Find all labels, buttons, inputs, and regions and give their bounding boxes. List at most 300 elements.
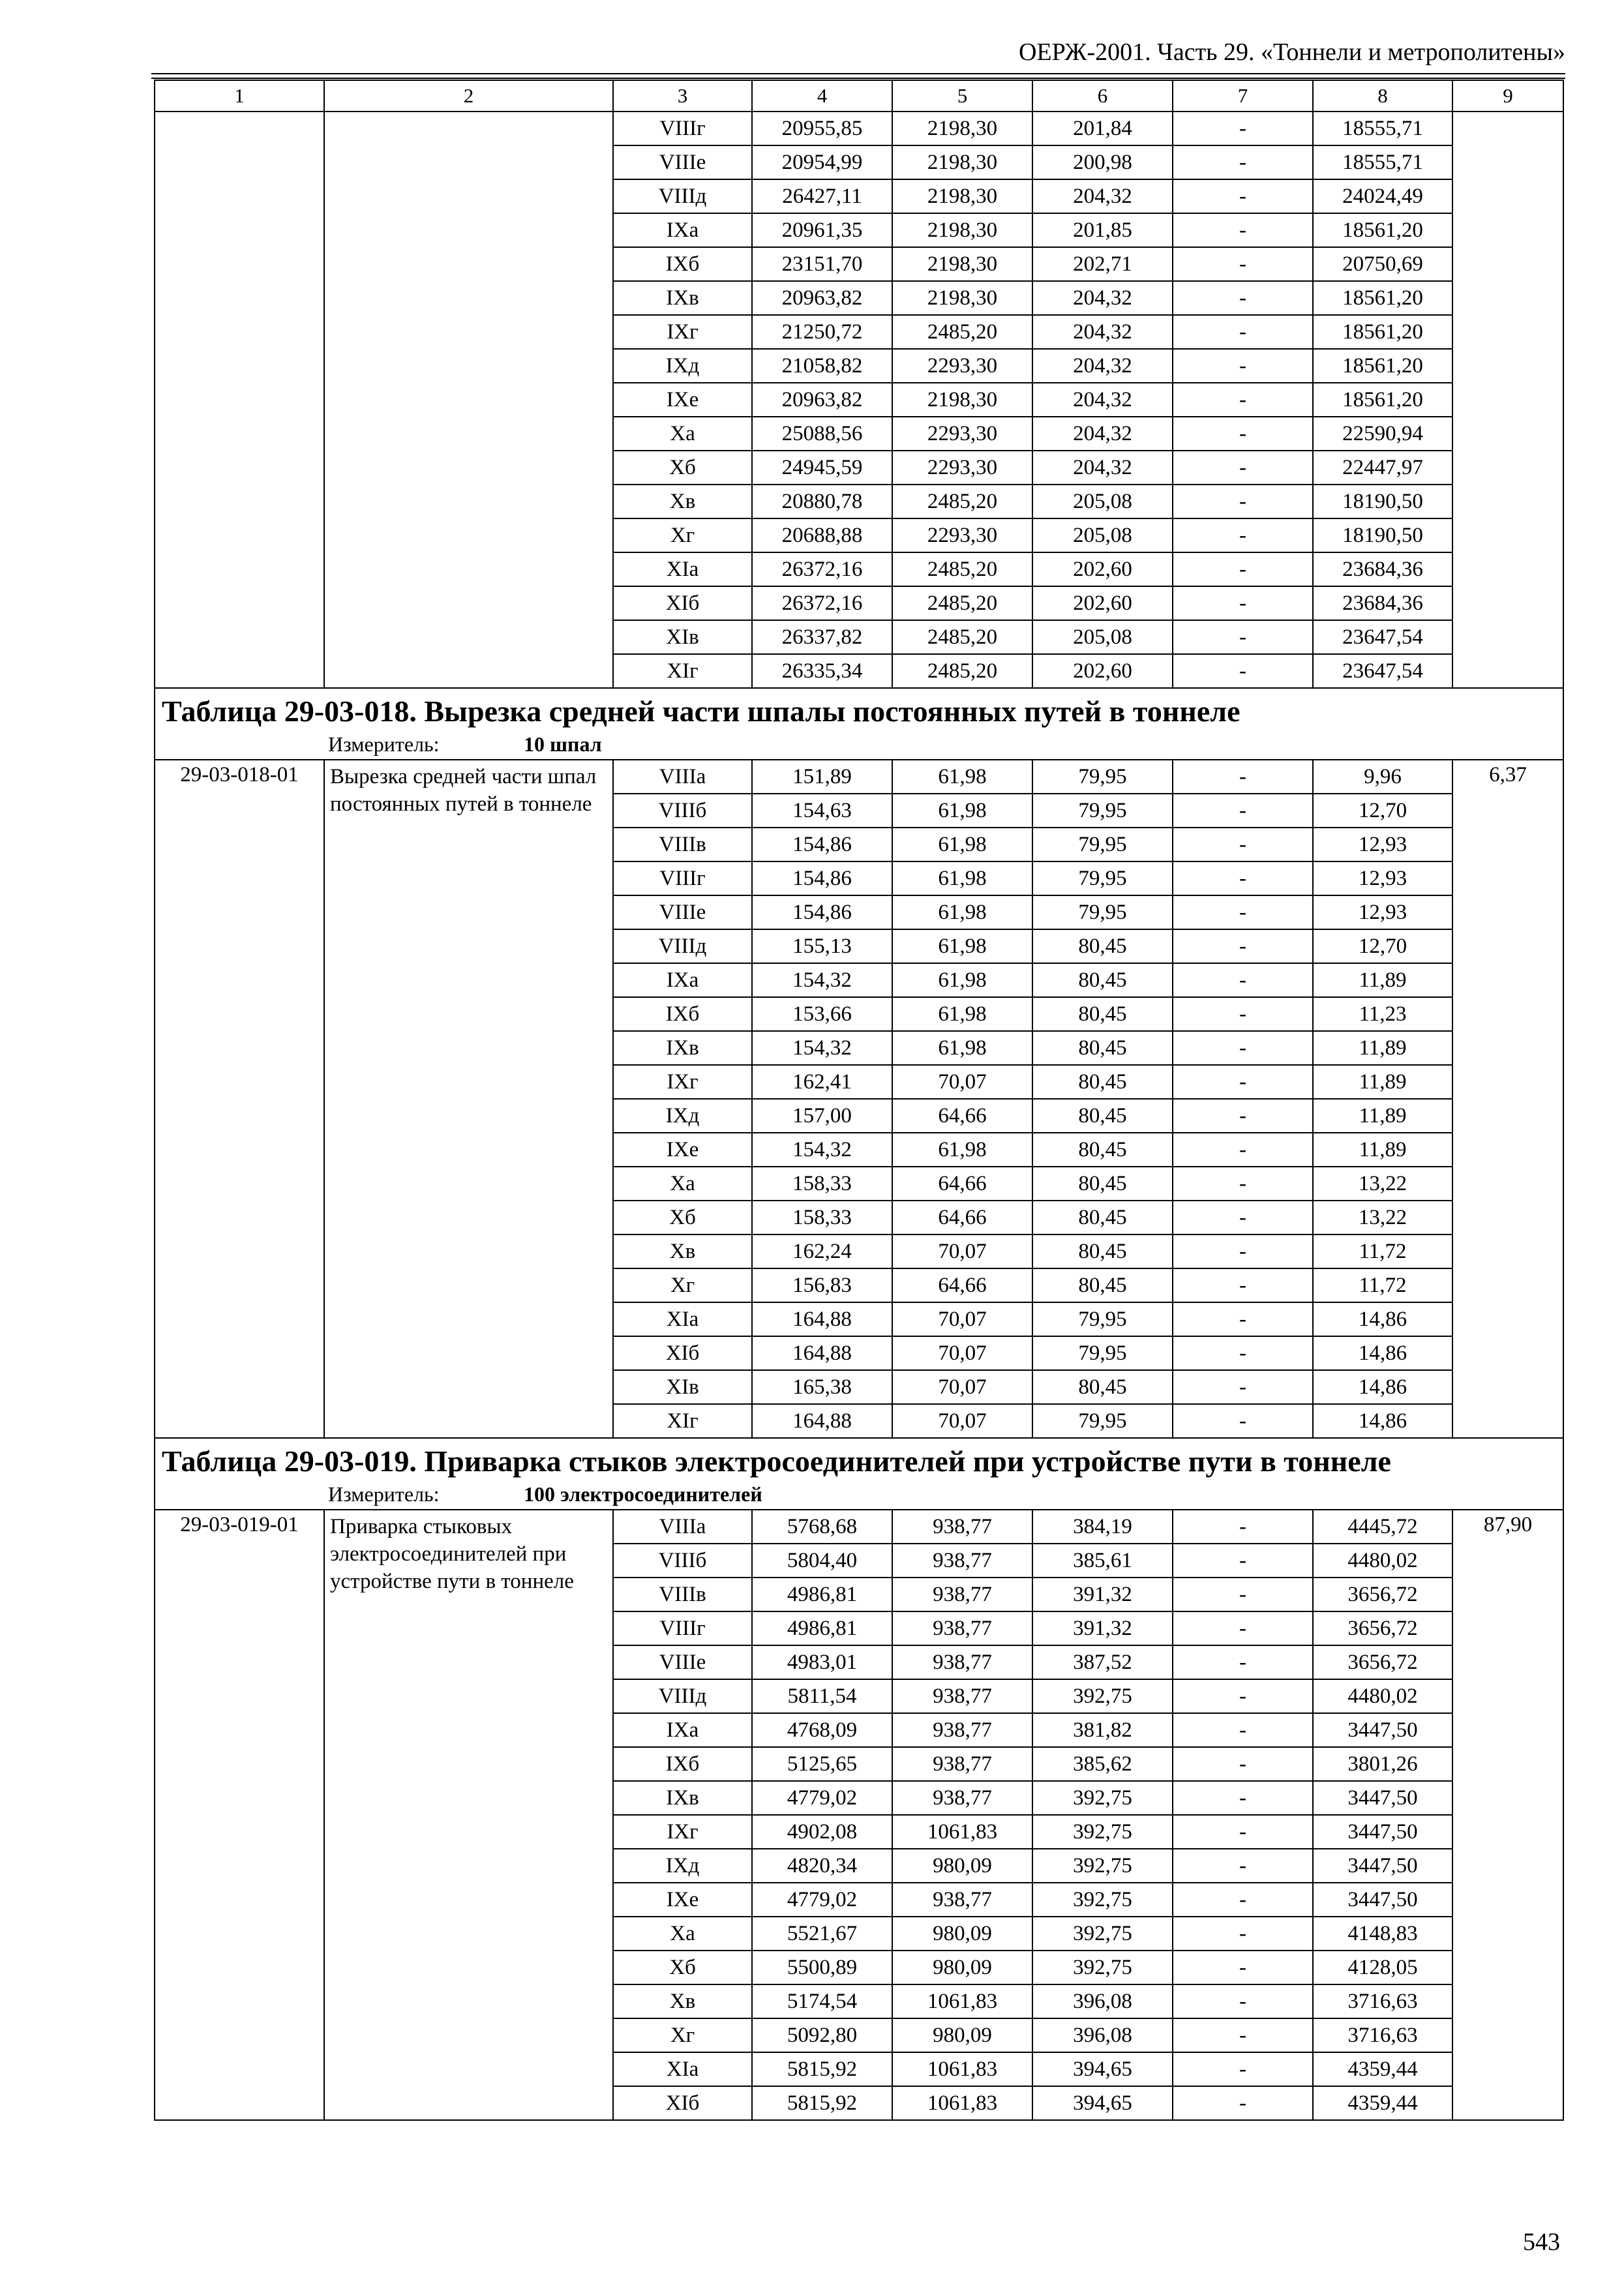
zone-cell: VIIIб [613, 794, 752, 828]
zone-cell: IXб [613, 1747, 752, 1781]
zone-cell: Xг [613, 518, 752, 552]
table-row [155, 112, 1563, 145]
wages-cell: 938,77 [892, 1510, 1032, 1544]
drivers-cell: - [1173, 929, 1313, 963]
wages-cell: 2198,30 [892, 179, 1032, 213]
materials-cell: 23684,36 [1313, 552, 1452, 586]
drivers-cell: - [1173, 861, 1313, 895]
materials-cell: 12,70 [1313, 929, 1452, 963]
measure-line [162, 730, 1556, 758]
materials-cell: 18561,20 [1313, 315, 1452, 349]
machines-cell: 202,60 [1032, 552, 1173, 586]
wages-cell: 61,98 [892, 760, 1032, 794]
materials-cell: 18555,71 [1313, 112, 1452, 145]
machines-cell: 385,61 [1032, 1544, 1173, 1578]
drivers-cell: - [1173, 760, 1313, 794]
machines-cell: 204,32 [1032, 417, 1173, 451]
wages-cell: 2198,30 [892, 247, 1032, 281]
header-rule [151, 73, 1565, 79]
drivers-cell: - [1173, 349, 1313, 383]
direct-cost-cell: 20961,35 [752, 213, 892, 247]
machines-cell: 384,19 [1032, 1510, 1173, 1544]
materials-cell: 4480,02 [1313, 1544, 1452, 1578]
direct-cost-cell: 154,86 [752, 861, 892, 895]
wages-cell: 2198,30 [892, 383, 1032, 417]
wages-cell: 2485,20 [892, 552, 1032, 586]
materials-cell: 18561,20 [1313, 281, 1452, 315]
direct-cost-cell: 154,32 [752, 963, 892, 997]
wages-cell: 938,77 [892, 1611, 1032, 1645]
materials-cell: 4128,05 [1313, 1951, 1452, 1984]
zone-cell: VIIIг [613, 112, 752, 145]
direct-cost-cell: 154,86 [752, 895, 892, 929]
machines-cell: 205,08 [1032, 518, 1173, 552]
direct-cost-cell: 153,66 [752, 997, 892, 1031]
machines-cell: 394,65 [1032, 2086, 1173, 2120]
description-cell [324, 112, 613, 688]
materials-cell: 18190,50 [1313, 518, 1452, 552]
direct-cost-cell: 154,86 [752, 828, 892, 861]
materials-cell: 18561,20 [1313, 349, 1452, 383]
wages-cell: 64,66 [892, 1099, 1032, 1133]
drivers-cell: - [1173, 1984, 1313, 2018]
drivers-cell: - [1173, 654, 1313, 688]
drivers-cell: - [1173, 1370, 1313, 1404]
materials-cell: 9,96 [1313, 760, 1452, 794]
drivers-cell: - [1173, 485, 1313, 518]
zone-cell: Xб [613, 1201, 752, 1234]
machines-cell: 396,08 [1032, 2018, 1173, 2052]
drivers-cell: - [1173, 1611, 1313, 1645]
drivers-cell: - [1173, 895, 1313, 929]
materials-cell: 4445,72 [1313, 1510, 1452, 1544]
direct-cost-cell: 164,88 [752, 1336, 892, 1370]
materials-cell: 3801,26 [1313, 1747, 1452, 1781]
direct-cost-cell: 26335,34 [752, 654, 892, 688]
machines-cell: 79,95 [1032, 760, 1173, 794]
code-cell: 29-03-019-01 [155, 1510, 324, 2120]
materials-cell: 11,89 [1313, 1133, 1452, 1167]
zone-cell: IXа [613, 213, 752, 247]
zone-cell: VIIIб [613, 1544, 752, 1578]
zone-cell: IXб [613, 997, 752, 1031]
zone-cell: VIIIа [613, 1510, 752, 1544]
machines-cell: 200,98 [1032, 145, 1173, 179]
zone-cell: XIб [613, 2086, 752, 2120]
column-number: 9 [1452, 80, 1563, 112]
zone-cell: IXв [613, 1031, 752, 1065]
zone-cell: Xг [613, 1268, 752, 1302]
wages-cell: 2485,20 [892, 620, 1032, 654]
machines-cell: 80,45 [1032, 1031, 1173, 1065]
materials-cell: 4359,44 [1313, 2086, 1452, 2120]
machines-cell: 394,65 [1032, 2052, 1173, 2086]
direct-cost-cell: 5125,65 [752, 1747, 892, 1781]
machines-cell: 202,60 [1032, 586, 1173, 620]
machines-cell: 80,45 [1032, 963, 1173, 997]
machines-cell: 396,08 [1032, 1984, 1173, 2018]
wages-cell: 70,07 [892, 1065, 1032, 1099]
description-cell: Вырезка средней части шпал постоянных путей в тоннеле [324, 760, 613, 1438]
direct-cost-cell: 5815,92 [752, 2052, 892, 2086]
code-cell [155, 112, 324, 688]
direct-cost-cell: 20954,99 [752, 145, 892, 179]
zone-cell: Xб [613, 1951, 752, 1984]
wages-cell: 70,07 [892, 1370, 1032, 1404]
coefficient-cell: 87,90 [1452, 1510, 1563, 2120]
machines-cell: 80,45 [1032, 929, 1173, 963]
coefficient-cell: 6,37 [1452, 760, 1563, 1438]
machines-cell: 79,95 [1032, 861, 1173, 895]
zone-cell: IXг [613, 1065, 752, 1099]
drivers-cell: - [1173, 1099, 1313, 1133]
materials-cell: 11,89 [1313, 1031, 1452, 1065]
zone-cell: XIв [613, 1370, 752, 1404]
materials-cell: 4359,44 [1313, 2052, 1452, 2086]
column-number: 7 [1173, 80, 1313, 112]
wages-cell: 1061,83 [892, 2086, 1032, 2120]
materials-cell: 14,86 [1313, 1336, 1452, 1370]
direct-cost-cell: 154,32 [752, 1031, 892, 1065]
drivers-cell: - [1173, 963, 1313, 997]
drivers-cell: - [1173, 112, 1313, 145]
direct-cost-cell: 162,24 [752, 1234, 892, 1268]
rates-table [154, 80, 1564, 2121]
materials-cell: 13,22 [1313, 1201, 1452, 1234]
wages-cell: 61,98 [892, 895, 1032, 929]
drivers-cell: - [1173, 1302, 1313, 1336]
zone-cell: VIIIд [613, 179, 752, 213]
materials-cell: 14,86 [1313, 1404, 1452, 1438]
wages-cell: 2293,30 [892, 518, 1032, 552]
drivers-cell: - [1173, 1679, 1313, 1713]
direct-cost-cell: 4820,34 [752, 1849, 892, 1883]
machines-cell: 201,85 [1032, 213, 1173, 247]
section-header [155, 1438, 1563, 1510]
wages-cell: 2485,20 [892, 485, 1032, 518]
zone-cell: VIIIд [613, 929, 752, 963]
machines-cell: 392,75 [1032, 1815, 1173, 1849]
wages-cell: 2198,30 [892, 281, 1032, 315]
zone-cell: VIIIг [613, 1611, 752, 1645]
table-title: Таблица 29-03-018. Вырезка средней части шпалы постоянных путей в тоннеле [162, 695, 1241, 728]
wages-cell: 2293,30 [892, 349, 1032, 383]
zone-cell: IXе [613, 1883, 752, 1917]
column-number: 5 [892, 80, 1032, 112]
machines-cell: 204,32 [1032, 179, 1173, 213]
drivers-cell: - [1173, 1883, 1313, 1917]
direct-cost-cell: 155,13 [752, 929, 892, 963]
zone-cell: VIIIв [613, 1578, 752, 1611]
direct-cost-cell: 25088,56 [752, 417, 892, 451]
drivers-cell: - [1173, 1031, 1313, 1065]
materials-cell: 11,89 [1313, 1099, 1452, 1133]
direct-cost-cell: 5500,89 [752, 1951, 892, 1984]
drivers-cell: - [1173, 552, 1313, 586]
section-header [155, 688, 1563, 760]
machines-cell: 79,95 [1032, 1404, 1173, 1438]
machines-cell: 205,08 [1032, 485, 1173, 518]
machines-cell: 392,75 [1032, 1883, 1173, 1917]
wages-cell: 61,98 [892, 794, 1032, 828]
materials-cell: 11,72 [1313, 1268, 1452, 1302]
column-number: 4 [752, 80, 892, 112]
materials-cell: 20750,69 [1313, 247, 1452, 281]
materials-cell: 18561,20 [1313, 213, 1452, 247]
zone-cell: VIIIг [613, 861, 752, 895]
materials-cell: 4148,83 [1313, 1917, 1452, 1951]
drivers-cell: - [1173, 518, 1313, 552]
zone-cell: IXа [613, 963, 752, 997]
direct-cost-cell: 164,88 [752, 1404, 892, 1438]
direct-cost-cell: 4768,09 [752, 1713, 892, 1747]
materials-cell: 3447,50 [1313, 1849, 1452, 1883]
table-row [155, 760, 1563, 794]
zone-cell: XIв [613, 620, 752, 654]
machines-cell: 80,45 [1032, 997, 1173, 1031]
wages-cell: 938,77 [892, 1713, 1032, 1747]
drivers-cell: - [1173, 997, 1313, 1031]
zone-cell: VIIIа [613, 760, 752, 794]
materials-cell: 3447,50 [1313, 1713, 1452, 1747]
direct-cost-cell: 165,38 [752, 1370, 892, 1404]
wages-cell: 70,07 [892, 1302, 1032, 1336]
direct-cost-cell: 4986,81 [752, 1611, 892, 1645]
table-title-row [155, 688, 1563, 760]
materials-cell: 3656,72 [1313, 1578, 1452, 1611]
wages-cell: 2485,20 [892, 654, 1032, 688]
drivers-cell: - [1173, 315, 1313, 349]
machines-cell: 204,32 [1032, 315, 1173, 349]
drivers-cell: - [1173, 417, 1313, 451]
machines-cell: 392,75 [1032, 1951, 1173, 1984]
machines-cell: 385,62 [1032, 1747, 1173, 1781]
materials-cell: 11,89 [1313, 963, 1452, 997]
direct-cost-cell: 26337,82 [752, 620, 892, 654]
wages-cell: 980,09 [892, 1849, 1032, 1883]
direct-cost-cell: 5092,80 [752, 2018, 892, 2052]
drivers-cell: - [1173, 1510, 1313, 1544]
zone-cell: Xа [613, 1917, 752, 1951]
table-title: Таблица 29-03-019. Приварка стыков электросоединителей при устройстве пути в тоннеле [162, 1444, 1391, 1478]
drivers-cell: - [1173, 247, 1313, 281]
wages-cell: 61,98 [892, 861, 1032, 895]
wages-cell: 70,07 [892, 1336, 1032, 1370]
wages-cell: 64,66 [892, 1268, 1032, 1302]
measure-line [162, 1480, 1556, 1508]
materials-cell: 23684,36 [1313, 586, 1452, 620]
direct-cost-cell: 5174,54 [752, 1984, 892, 2018]
zone-cell: IXд [613, 1099, 752, 1133]
drivers-cell: - [1173, 794, 1313, 828]
drivers-cell: - [1173, 1645, 1313, 1679]
drivers-cell: - [1173, 2052, 1313, 2086]
drivers-cell: - [1173, 451, 1313, 485]
column-number: 3 [613, 80, 752, 112]
wages-cell: 938,77 [892, 1544, 1032, 1578]
machines-cell: 204,32 [1032, 383, 1173, 417]
materials-cell: 3656,72 [1313, 1611, 1452, 1645]
wages-cell: 2198,30 [892, 213, 1032, 247]
wages-cell: 70,07 [892, 1234, 1032, 1268]
materials-cell: 4480,02 [1313, 1679, 1452, 1713]
direct-cost-cell: 21058,82 [752, 349, 892, 383]
wages-cell: 980,09 [892, 1951, 1032, 1984]
direct-cost-cell: 162,41 [752, 1065, 892, 1099]
drivers-cell: - [1173, 1167, 1313, 1201]
drivers-cell: - [1173, 1133, 1313, 1167]
materials-cell: 3447,50 [1313, 1781, 1452, 1815]
direct-cost-cell: 20963,82 [752, 281, 892, 315]
drivers-cell: - [1173, 1544, 1313, 1578]
direct-cost-cell: 151,89 [752, 760, 892, 794]
zone-cell: Xа [613, 1167, 752, 1201]
drivers-cell: - [1173, 1065, 1313, 1099]
zone-cell: VIIIе [613, 1645, 752, 1679]
column-number: 8 [1313, 80, 1452, 112]
wages-cell: 61,98 [892, 828, 1032, 861]
machines-cell: 80,45 [1032, 1268, 1173, 1302]
drivers-cell: - [1173, 2018, 1313, 2052]
machines-cell: 80,45 [1032, 1133, 1173, 1167]
direct-cost-cell: 20963,82 [752, 383, 892, 417]
direct-cost-cell: 5811,54 [752, 1679, 892, 1713]
machines-cell: 381,82 [1032, 1713, 1173, 1747]
wages-cell: 938,77 [892, 1781, 1032, 1815]
measure-value: 100 электросоединителей [524, 1482, 762, 1506]
table-body [155, 80, 1563, 2120]
drivers-cell: - [1173, 586, 1313, 620]
materials-cell: 12,93 [1313, 895, 1452, 929]
zone-cell: Xв [613, 485, 752, 518]
wages-cell: 70,07 [892, 1404, 1032, 1438]
zone-cell: IXв [613, 1781, 752, 1815]
machines-cell: 79,95 [1032, 1302, 1173, 1336]
drivers-cell: - [1173, 1234, 1313, 1268]
zone-cell: Xб [613, 451, 752, 485]
machines-cell: 392,75 [1032, 1917, 1173, 1951]
wages-cell: 1061,83 [892, 1984, 1032, 2018]
direct-cost-cell: 20880,78 [752, 485, 892, 518]
wages-cell: 61,98 [892, 929, 1032, 963]
zone-cell: IXд [613, 349, 752, 383]
drivers-cell: - [1173, 1713, 1313, 1747]
drivers-cell: - [1173, 1404, 1313, 1438]
wages-cell: 64,66 [892, 1167, 1032, 1201]
drivers-cell: - [1173, 1917, 1313, 1951]
wages-cell: 2485,20 [892, 586, 1032, 620]
materials-cell: 22447,97 [1313, 451, 1452, 485]
direct-cost-cell: 23151,70 [752, 247, 892, 281]
materials-cell: 3716,63 [1313, 2018, 1452, 2052]
column-number: 2 [324, 80, 613, 112]
drivers-cell: - [1173, 1201, 1313, 1234]
wages-cell: 938,77 [892, 1578, 1032, 1611]
zone-cell: VIIIе [613, 145, 752, 179]
direct-cost-cell: 5521,67 [752, 1917, 892, 1951]
drivers-cell: - [1173, 383, 1313, 417]
direct-cost-cell: 26427,11 [752, 179, 892, 213]
drivers-cell: - [1173, 145, 1313, 179]
zone-cell: Xг [613, 2018, 752, 2052]
wages-cell: 61,98 [892, 1031, 1032, 1065]
machines-cell: 80,45 [1032, 1167, 1173, 1201]
zone-cell: XIа [613, 1302, 752, 1336]
direct-cost-cell: 157,00 [752, 1099, 892, 1133]
materials-cell: 22590,94 [1313, 417, 1452, 451]
machines-cell: 204,32 [1032, 451, 1173, 485]
direct-cost-cell: 154,32 [752, 1133, 892, 1167]
direct-cost-cell: 4902,08 [752, 1815, 892, 1849]
direct-cost-cell: 4779,02 [752, 1781, 892, 1815]
materials-cell: 11,72 [1313, 1234, 1452, 1268]
machines-cell: 79,95 [1032, 1336, 1173, 1370]
zone-cell: XIг [613, 1404, 752, 1438]
zone-cell: Xв [613, 1234, 752, 1268]
measure-label: Измеритель: [328, 732, 440, 756]
materials-cell: 18190,50 [1313, 485, 1452, 518]
zone-cell: IXе [613, 1133, 752, 1167]
machines-cell: 80,45 [1032, 1234, 1173, 1268]
wages-cell: 64,66 [892, 1201, 1032, 1234]
machines-cell: 391,32 [1032, 1578, 1173, 1611]
wages-cell: 980,09 [892, 1917, 1032, 1951]
machines-cell: 392,75 [1032, 1781, 1173, 1815]
materials-cell: 14,86 [1313, 1370, 1452, 1404]
drivers-cell: - [1173, 179, 1313, 213]
materials-cell: 24024,49 [1313, 179, 1452, 213]
column-number: 6 [1032, 80, 1173, 112]
zone-cell: IXд [613, 1849, 752, 1883]
materials-cell: 13,22 [1313, 1167, 1452, 1201]
direct-cost-cell: 156,83 [752, 1268, 892, 1302]
materials-cell: 18561,20 [1313, 383, 1452, 417]
direct-cost-cell: 158,33 [752, 1201, 892, 1234]
wages-cell: 61,98 [892, 997, 1032, 1031]
measure-value: 10 шпал [524, 732, 602, 756]
machines-cell: 80,45 [1032, 1201, 1173, 1234]
materials-cell: 12,93 [1313, 861, 1452, 895]
machines-cell: 201,84 [1032, 112, 1173, 145]
running-header: ОЕРЖ-2001. Часть 29. «Тоннели и метрополитены» [1018, 38, 1565, 66]
wages-cell: 61,98 [892, 1133, 1032, 1167]
machines-cell: 80,45 [1032, 1370, 1173, 1404]
machines-cell: 391,32 [1032, 1611, 1173, 1645]
materials-cell: 3716,63 [1313, 1984, 1452, 2018]
machines-cell: 80,45 [1032, 1065, 1173, 1099]
zone-cell: IXг [613, 1815, 752, 1849]
direct-cost-cell: 4986,81 [752, 1578, 892, 1611]
zone-cell: IXа [613, 1713, 752, 1747]
measure-label: Измеритель: [328, 1482, 440, 1506]
machines-cell: 80,45 [1032, 1099, 1173, 1133]
zone-cell: VIIIе [613, 895, 752, 929]
materials-cell: 12,70 [1313, 794, 1452, 828]
materials-cell: 3447,50 [1313, 1883, 1452, 1917]
wages-cell: 2293,30 [892, 417, 1032, 451]
direct-cost-cell: 20955,85 [752, 112, 892, 145]
wages-cell: 938,77 [892, 1747, 1032, 1781]
wages-cell: 2293,30 [892, 451, 1032, 485]
direct-cost-cell: 154,63 [752, 794, 892, 828]
wages-cell: 938,77 [892, 1679, 1032, 1713]
machines-cell: 79,95 [1032, 794, 1173, 828]
zone-cell: IXе [613, 383, 752, 417]
drivers-cell: - [1173, 1268, 1313, 1302]
direct-cost-cell: 5804,40 [752, 1544, 892, 1578]
direct-cost-cell: 4983,01 [752, 1645, 892, 1679]
page-number: 543 [1523, 2228, 1560, 2256]
